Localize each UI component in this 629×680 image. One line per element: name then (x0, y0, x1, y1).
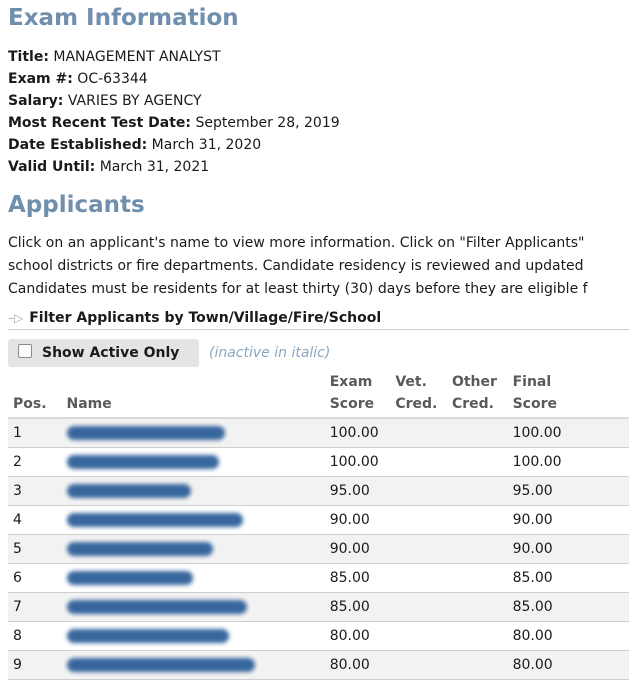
col-pos-header[interactable]: Pos. (8, 369, 67, 418)
cell-exam-score: 90.00 (330, 535, 396, 564)
intro-line: Candidates must be residents for at least thirty (30) days before they are eligible f (8, 281, 588, 297)
applicant-name-link-redacted[interactable] (67, 629, 229, 643)
applicant-name-link-redacted[interactable] (67, 484, 191, 498)
table-row (8, 622, 629, 651)
cell-pos: 5 (8, 535, 67, 564)
col-vet-cred-header[interactable] (395, 369, 452, 418)
intro-line: school districts or fire departments. Candidate residency is reviewed and updated (8, 258, 584, 274)
cell-name (67, 622, 330, 651)
cell-exam-score: 80.00 (330, 651, 396, 680)
inactive-note: (inactive in italic) (209, 345, 331, 361)
applicant-name-link-redacted[interactable] (67, 513, 243, 527)
cell-name (67, 564, 330, 593)
applicant-name-link-redacted[interactable] (67, 542, 213, 556)
cell-other-cred (452, 418, 513, 448)
cell-vet-cred (395, 535, 452, 564)
cell-other-cred (452, 506, 513, 535)
show-active-only-button[interactable] (8, 339, 199, 367)
cell-other-cred (452, 477, 513, 506)
cell-name (67, 448, 330, 477)
cell-other-cred (452, 651, 513, 680)
table-row (8, 477, 629, 506)
table-row (8, 564, 629, 593)
table-row (8, 651, 629, 680)
info-label: Date Established: (8, 137, 148, 153)
triangle-right-icon: –▷ (8, 311, 24, 325)
cell-other-cred (452, 622, 513, 651)
cell-other-cred (452, 593, 513, 622)
cell-pos: 1 (8, 418, 67, 448)
cell-exam-score: 100.00 (330, 448, 396, 477)
applicants-intro-text (8, 232, 629, 301)
cell-final-score: 100.00 (513, 448, 629, 477)
info-label: Exam #: (8, 71, 73, 87)
info-valid-until (8, 156, 340, 178)
header-line: Cred. (451, 396, 494, 412)
cell-pos: 7 (8, 593, 67, 622)
table-row (8, 418, 629, 448)
cell-final-score: 80.00 (513, 651, 629, 680)
info-value: MANAGEMENT ANALYST (53, 49, 221, 65)
cell-name (67, 651, 330, 680)
header-line: Exam (329, 374, 373, 390)
cell-name (67, 506, 330, 535)
info-label: Title: (8, 49, 49, 65)
cell-pos: 3 (8, 477, 67, 506)
cell-vet-cred (395, 448, 452, 477)
show-active-only-label: Show Active Only (42, 345, 180, 361)
filter-applicants-label: Filter Applicants by Town/Village/Fire/School (29, 310, 382, 326)
cell-final-score: 85.00 (513, 564, 629, 593)
applicants-table (8, 369, 629, 680)
applicant-name-link-redacted[interactable] (67, 571, 193, 585)
header-line: Vet. (395, 374, 427, 390)
info-label: Most Recent Test Date: (8, 115, 191, 131)
cell-other-cred (452, 448, 513, 477)
cell-final-score: 90.00 (513, 535, 629, 564)
info-value: VARIES BY AGENCY (67, 93, 202, 109)
cell-pos: 8 (8, 622, 67, 651)
col-final-score-header[interactable] (513, 369, 629, 418)
table-row (8, 506, 629, 535)
table-header-row (8, 369, 629, 418)
cell-pos: 2 (8, 448, 67, 477)
cell-name (67, 535, 330, 564)
cell-name (67, 477, 330, 506)
cell-exam-score: 80.00 (330, 622, 396, 651)
cell-exam-score: 90.00 (330, 506, 396, 535)
cell-pos: 4 (8, 506, 67, 535)
applicant-name-link-redacted[interactable] (67, 600, 247, 614)
cell-exam-score: 85.00 (330, 564, 396, 593)
col-other-cred-header[interactable] (452, 369, 513, 418)
cell-vet-cred (395, 418, 452, 448)
info-title (8, 46, 340, 68)
header-line: Score (512, 396, 557, 412)
cell-exam-score: 85.00 (330, 593, 396, 622)
cell-exam-score: 95.00 (330, 477, 396, 506)
header-line: Other (451, 374, 497, 390)
applicants-heading: Applicants (8, 192, 145, 218)
cell-name (67, 593, 330, 622)
cell-exam-score: 100.00 (330, 418, 396, 448)
exam-info-list (8, 46, 340, 178)
info-label: Valid Until: (8, 159, 96, 175)
info-label: Salary: (8, 93, 64, 109)
cell-other-cred (452, 564, 513, 593)
info-value: OC-63344 (77, 71, 148, 87)
info-value: March 31, 2020 (151, 137, 262, 153)
show-active-checkbox[interactable] (18, 344, 32, 358)
exam-information-heading: Exam Information (8, 5, 239, 31)
cell-final-score: 90.00 (513, 506, 629, 535)
cell-final-score: 80.00 (513, 622, 629, 651)
cell-pos: 6 (8, 564, 67, 593)
header-line: Score (329, 396, 375, 412)
col-name-header[interactable]: Name (67, 369, 330, 418)
cell-vet-cred (395, 564, 452, 593)
col-exam-score-header[interactable] (330, 369, 396, 418)
applicant-name-link-redacted[interactable] (67, 455, 219, 469)
applicant-name-link-redacted[interactable] (67, 426, 225, 440)
info-exam-number (8, 68, 340, 90)
info-value: September 28, 2019 (195, 115, 340, 131)
filter-applicants-toggle[interactable] (8, 307, 629, 330)
cell-other-cred (452, 535, 513, 564)
table-row (8, 535, 629, 564)
cell-vet-cred (395, 651, 452, 680)
cell-name (67, 418, 330, 448)
intro-line: Click on an applicant's name to view more information. Click on "Filter Applicants" (8, 235, 585, 251)
table-row (8, 448, 629, 477)
header-line: Final (512, 374, 552, 390)
info-value: March 31, 2021 (99, 159, 210, 175)
cell-final-score: 95.00 (513, 477, 629, 506)
cell-final-score: 100.00 (513, 418, 629, 448)
info-date-established (8, 134, 340, 156)
cell-vet-cred (395, 622, 452, 651)
cell-vet-cred (395, 506, 452, 535)
cell-final-score: 85.00 (513, 593, 629, 622)
applicant-name-link-redacted[interactable] (67, 658, 255, 672)
header-line: Cred. (395, 396, 438, 412)
info-salary (8, 90, 340, 112)
cell-pos: 9 (8, 651, 67, 680)
cell-vet-cred (395, 477, 452, 506)
table-row (8, 593, 629, 622)
cell-vet-cred (395, 593, 452, 622)
info-test-date (8, 112, 340, 134)
